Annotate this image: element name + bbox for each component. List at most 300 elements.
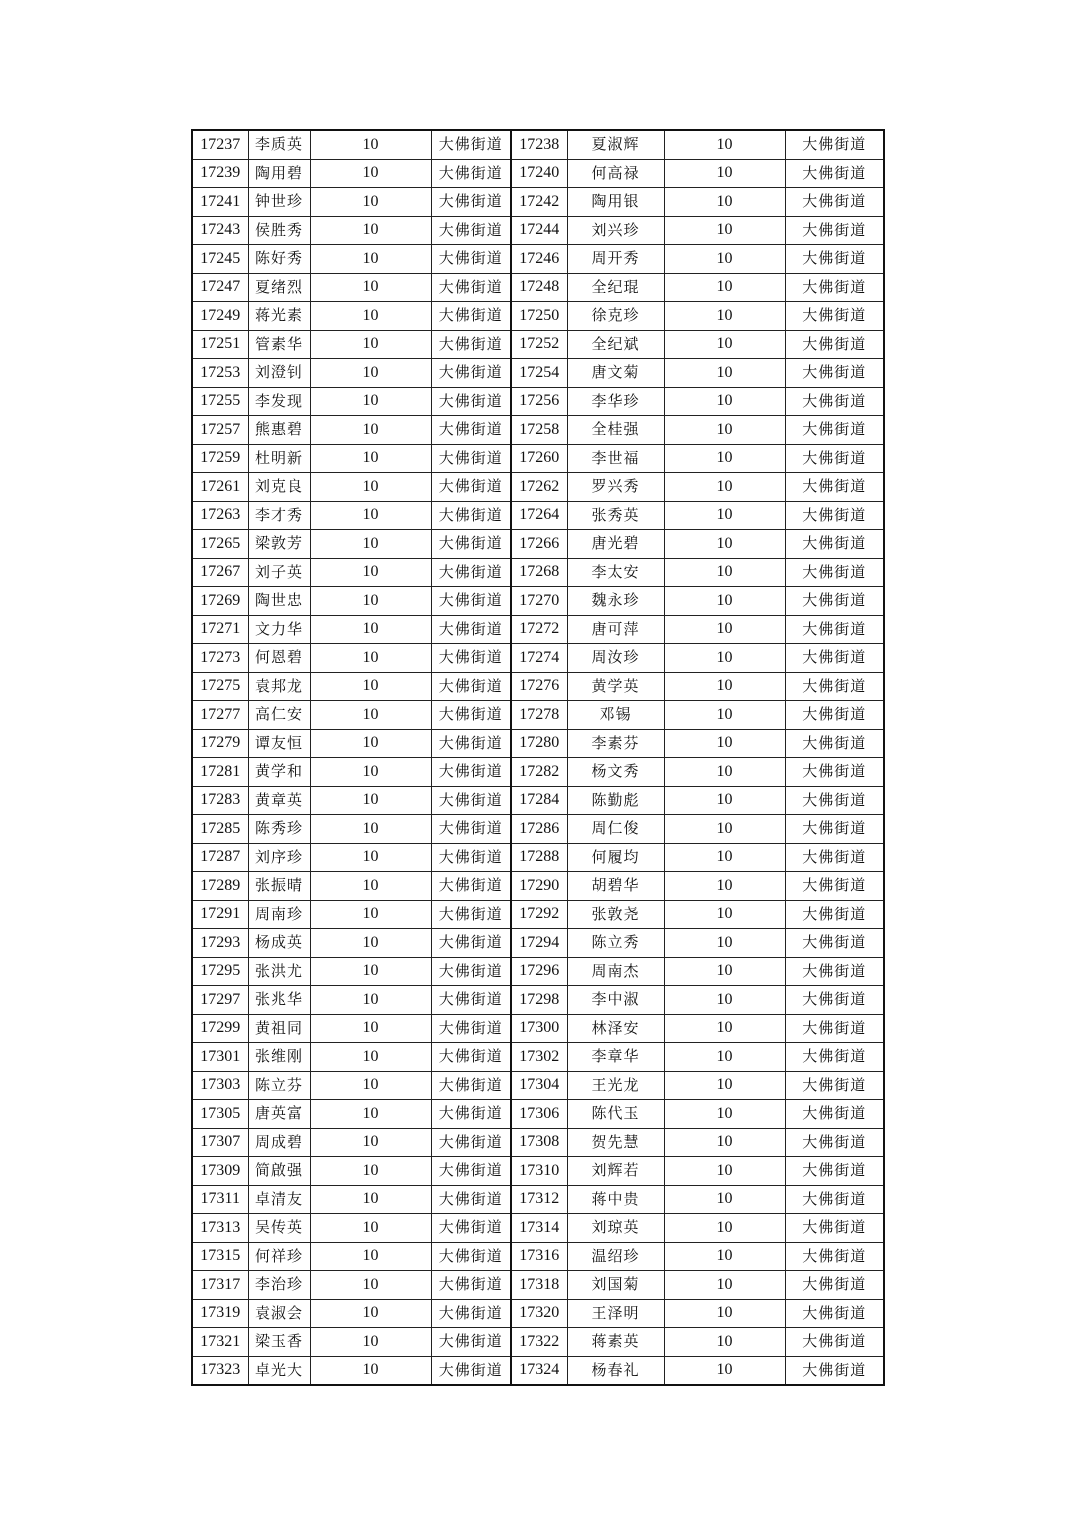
person-name-cell: 侯胜秀 (248, 216, 310, 245)
person-name-cell: 黄学英 (567, 672, 664, 701)
person-name-cell: 贺先慧 (567, 1128, 664, 1157)
street-name-cell: 大佛街道 (431, 1185, 511, 1214)
amount-cell: 10 (664, 815, 785, 844)
table-row (192, 245, 884, 274)
record-number-cell: 17296 (511, 957, 567, 986)
street-name-cell: 大佛街道 (431, 1356, 511, 1385)
amount-cell: 10 (310, 245, 431, 274)
person-name-cell: 张振晴 (248, 872, 310, 901)
street-name-cell: 大佛街道 (785, 1299, 884, 1328)
person-name-cell: 周汝珍 (567, 644, 664, 673)
person-name-cell: 周南杰 (567, 957, 664, 986)
amount-cell: 10 (664, 701, 785, 730)
person-name-cell: 温绍珍 (567, 1242, 664, 1271)
table-row (192, 216, 884, 245)
person-name-cell: 罗兴秀 (567, 473, 664, 502)
amount-cell: 10 (664, 359, 785, 388)
street-name-cell: 大佛街道 (431, 130, 511, 159)
street-name-cell: 大佛街道 (431, 758, 511, 787)
amount-cell: 10 (310, 758, 431, 787)
person-name-cell: 蒋中贵 (567, 1185, 664, 1214)
street-name-cell: 大佛街道 (431, 302, 511, 331)
amount-cell: 10 (664, 729, 785, 758)
record-number-cell: 17321 (192, 1328, 248, 1357)
record-number-cell: 17249 (192, 302, 248, 331)
amount-cell: 10 (664, 330, 785, 359)
record-number-cell: 17310 (511, 1157, 567, 1186)
person-name-cell: 全桂强 (567, 416, 664, 445)
record-number-cell: 17245 (192, 245, 248, 274)
amount-cell: 10 (664, 302, 785, 331)
person-name-cell: 吴传英 (248, 1214, 310, 1243)
street-name-cell: 大佛街道 (431, 1242, 511, 1271)
person-name-cell: 陈立芬 (248, 1071, 310, 1100)
street-name-cell: 大佛街道 (785, 159, 884, 188)
amount-cell: 10 (664, 473, 785, 502)
record-number-cell: 17256 (511, 387, 567, 416)
amount-cell: 10 (664, 558, 785, 587)
amount-cell: 10 (664, 587, 785, 616)
amount-cell: 10 (664, 245, 785, 274)
person-name-cell: 林泽安 (567, 1014, 664, 1043)
amount-cell: 10 (664, 672, 785, 701)
person-name-cell: 黄学和 (248, 758, 310, 787)
record-number-cell: 17273 (192, 644, 248, 673)
record-number-cell: 17284 (511, 786, 567, 815)
amount-cell: 10 (664, 1214, 785, 1243)
record-number-cell: 17295 (192, 957, 248, 986)
record-number-cell: 17257 (192, 416, 248, 445)
table-row (192, 273, 884, 302)
street-name-cell: 大佛街道 (785, 216, 884, 245)
street-name-cell: 大佛街道 (785, 1356, 884, 1385)
person-name-cell: 梁玉香 (248, 1328, 310, 1357)
record-number-cell: 17312 (511, 1185, 567, 1214)
street-name-cell: 大佛街道 (785, 359, 884, 388)
record-number-cell: 17258 (511, 416, 567, 445)
record-number-cell: 17275 (192, 672, 248, 701)
amount-cell: 10 (310, 843, 431, 872)
record-number-cell: 17265 (192, 530, 248, 559)
amount-cell: 10 (664, 1185, 785, 1214)
person-name-cell: 陈代玉 (567, 1100, 664, 1129)
person-name-cell: 刘序珍 (248, 843, 310, 872)
street-name-cell: 大佛街道 (431, 1299, 511, 1328)
person-name-cell: 高仁安 (248, 701, 310, 730)
amount-cell: 10 (310, 501, 431, 530)
street-name-cell: 大佛街道 (785, 387, 884, 416)
record-number-cell: 17244 (511, 216, 567, 245)
person-name-cell: 王光龙 (567, 1071, 664, 1100)
street-name-cell: 大佛街道 (431, 815, 511, 844)
amount-cell: 10 (664, 872, 785, 901)
person-name-cell: 熊惠碧 (248, 416, 310, 445)
record-number-cell: 17283 (192, 786, 248, 815)
street-name-cell: 大佛街道 (431, 729, 511, 758)
person-name-cell: 刘兴珍 (567, 216, 664, 245)
record-number-cell: 17322 (511, 1328, 567, 1357)
record-number-cell: 17320 (511, 1299, 567, 1328)
record-number-cell: 17247 (192, 273, 248, 302)
street-name-cell: 大佛街道 (785, 1071, 884, 1100)
person-name-cell: 何恩碧 (248, 644, 310, 673)
amount-cell: 10 (310, 957, 431, 986)
table-row (192, 644, 884, 673)
record-number-cell: 17313 (192, 1214, 248, 1243)
person-name-cell: 李质英 (248, 130, 310, 159)
street-name-cell: 大佛街道 (431, 1157, 511, 1186)
street-name-cell: 大佛街道 (785, 986, 884, 1015)
record-number-cell: 17293 (192, 929, 248, 958)
street-name-cell: 大佛街道 (431, 929, 511, 958)
street-name-cell: 大佛街道 (431, 359, 511, 388)
street-name-cell: 大佛街道 (431, 1271, 511, 1300)
record-number-cell: 17243 (192, 216, 248, 245)
record-number-cell: 17250 (511, 302, 567, 331)
record-number-cell: 17289 (192, 872, 248, 901)
amount-cell: 10 (310, 1043, 431, 1072)
table-row (192, 1157, 884, 1186)
record-number-cell: 17318 (511, 1271, 567, 1300)
amount-cell: 10 (664, 786, 785, 815)
record-number-cell: 17288 (511, 843, 567, 872)
amount-cell: 10 (664, 1014, 785, 1043)
street-name-cell: 大佛街道 (431, 786, 511, 815)
record-number-cell: 17319 (192, 1299, 248, 1328)
table-row (192, 387, 884, 416)
table-row (192, 1071, 884, 1100)
record-number-cell: 17291 (192, 900, 248, 929)
person-name-cell: 杨成英 (248, 929, 310, 958)
record-number-cell: 17297 (192, 986, 248, 1015)
person-name-cell: 张洪尤 (248, 957, 310, 986)
street-name-cell: 大佛街道 (785, 1157, 884, 1186)
amount-cell: 10 (310, 815, 431, 844)
street-name-cell: 大佛街道 (431, 188, 511, 217)
person-name-cell: 陈秀珍 (248, 815, 310, 844)
table-row (192, 1185, 884, 1214)
person-name-cell: 李才秀 (248, 501, 310, 530)
street-name-cell: 大佛街道 (785, 302, 884, 331)
amount-cell: 10 (310, 1271, 431, 1300)
record-number-cell: 17262 (511, 473, 567, 502)
table-row (192, 302, 884, 331)
amount-cell: 10 (664, 216, 785, 245)
record-number-cell: 17253 (192, 359, 248, 388)
record-number-cell: 17316 (511, 1242, 567, 1271)
amount-cell: 10 (310, 672, 431, 701)
street-name-cell: 大佛街道 (431, 672, 511, 701)
street-name-cell: 大佛街道 (431, 330, 511, 359)
amount-cell: 10 (310, 359, 431, 388)
street-name-cell: 大佛街道 (785, 1185, 884, 1214)
amount-cell: 10 (664, 843, 785, 872)
person-name-cell: 黄祖同 (248, 1014, 310, 1043)
table-row (192, 444, 884, 473)
person-name-cell: 张兆华 (248, 986, 310, 1015)
table-row (192, 1271, 884, 1300)
record-number-cell: 17267 (192, 558, 248, 587)
person-name-cell: 何高禄 (567, 159, 664, 188)
amount-cell: 10 (310, 1214, 431, 1243)
person-name-cell: 李华珍 (567, 387, 664, 416)
record-number-cell: 17264 (511, 501, 567, 530)
street-name-cell: 大佛街道 (785, 1242, 884, 1271)
table-row (192, 1014, 884, 1043)
amount-cell: 10 (664, 644, 785, 673)
person-name-cell: 胡碧华 (567, 872, 664, 901)
amount-cell: 10 (310, 216, 431, 245)
street-name-cell: 大佛街道 (431, 558, 511, 587)
street-name-cell: 大佛街道 (785, 273, 884, 302)
amount-cell: 10 (310, 1242, 431, 1271)
record-number-cell: 17314 (511, 1214, 567, 1243)
street-name-cell: 大佛街道 (785, 587, 884, 616)
record-number-cell: 17272 (511, 615, 567, 644)
record-number-cell: 17308 (511, 1128, 567, 1157)
amount-cell: 10 (310, 1299, 431, 1328)
table-row (192, 359, 884, 388)
street-name-cell: 大佛街道 (785, 530, 884, 559)
street-name-cell: 大佛街道 (431, 1328, 511, 1357)
street-name-cell: 大佛街道 (785, 1100, 884, 1129)
record-number-cell: 17323 (192, 1356, 248, 1385)
person-name-cell: 简啟强 (248, 1157, 310, 1186)
street-name-cell: 大佛街道 (431, 416, 511, 445)
person-name-cell: 陈立秀 (567, 929, 664, 958)
amount-cell: 10 (664, 130, 785, 159)
record-number-cell: 17315 (192, 1242, 248, 1271)
record-number-cell: 17302 (511, 1043, 567, 1072)
street-name-cell: 大佛街道 (785, 1043, 884, 1072)
street-name-cell: 大佛街道 (431, 644, 511, 673)
person-name-cell: 王泽明 (567, 1299, 664, 1328)
record-number-cell: 17281 (192, 758, 248, 787)
amount-cell: 10 (310, 444, 431, 473)
amount-cell: 10 (310, 273, 431, 302)
record-number-cell: 17300 (511, 1014, 567, 1043)
street-name-cell: 大佛街道 (785, 872, 884, 901)
person-name-cell: 李章华 (567, 1043, 664, 1072)
person-name-cell: 邓锡 (567, 701, 664, 730)
amount-cell: 10 (664, 758, 785, 787)
amount-cell: 10 (664, 273, 785, 302)
person-name-cell: 管素华 (248, 330, 310, 359)
table-row (192, 530, 884, 559)
table-row (192, 1043, 884, 1072)
record-number-cell: 17260 (511, 444, 567, 473)
record-number-cell: 17246 (511, 245, 567, 274)
street-name-cell: 大佛街道 (785, 1271, 884, 1300)
person-name-cell: 李中淑 (567, 986, 664, 1015)
amount-cell: 10 (310, 1328, 431, 1357)
amount-cell: 10 (310, 1014, 431, 1043)
person-name-cell: 梁敦芳 (248, 530, 310, 559)
person-name-cell: 杜明新 (248, 444, 310, 473)
person-name-cell: 周开秀 (567, 245, 664, 274)
record-number-cell: 17240 (511, 159, 567, 188)
street-name-cell: 大佛街道 (785, 1014, 884, 1043)
person-name-cell: 刘澄钊 (248, 359, 310, 388)
street-name-cell: 大佛街道 (431, 1214, 511, 1243)
street-name-cell: 大佛街道 (431, 387, 511, 416)
table-row (192, 701, 884, 730)
person-name-cell: 蒋光素 (248, 302, 310, 331)
table-row (192, 843, 884, 872)
person-name-cell: 全纪斌 (567, 330, 664, 359)
record-number-cell: 17248 (511, 273, 567, 302)
amount-cell: 10 (310, 701, 431, 730)
person-name-cell: 唐光碧 (567, 530, 664, 559)
record-number-cell: 17301 (192, 1043, 248, 1072)
record-number-cell: 17303 (192, 1071, 248, 1100)
record-number-cell: 17239 (192, 159, 248, 188)
amount-cell: 10 (310, 530, 431, 559)
amount-cell: 10 (310, 615, 431, 644)
table-row (192, 159, 884, 188)
table-row (192, 872, 884, 901)
person-name-cell: 刘子英 (248, 558, 310, 587)
street-name-cell: 大佛街道 (785, 1214, 884, 1243)
table-row (192, 1100, 884, 1129)
street-name-cell: 大佛街道 (785, 130, 884, 159)
record-number-cell: 17309 (192, 1157, 248, 1186)
street-name-cell: 大佛街道 (785, 416, 884, 445)
record-number-cell: 17268 (511, 558, 567, 587)
amount-cell: 10 (664, 986, 785, 1015)
street-name-cell: 大佛街道 (431, 1128, 511, 1157)
person-name-cell: 文力华 (248, 615, 310, 644)
person-name-cell: 何履均 (567, 843, 664, 872)
record-number-cell: 17276 (511, 672, 567, 701)
record-number-cell: 17304 (511, 1071, 567, 1100)
record-number-cell: 17311 (192, 1185, 248, 1214)
person-name-cell: 李素芬 (567, 729, 664, 758)
person-name-cell: 陈好秀 (248, 245, 310, 274)
record-number-cell: 17237 (192, 130, 248, 159)
record-number-cell: 17298 (511, 986, 567, 1015)
amount-cell: 10 (664, 1271, 785, 1300)
person-name-cell: 周南珍 (248, 900, 310, 929)
table-row (192, 1242, 884, 1271)
street-name-cell: 大佛街道 (785, 900, 884, 929)
amount-cell: 10 (310, 900, 431, 929)
record-number-cell: 17241 (192, 188, 248, 217)
amount-cell: 10 (310, 1157, 431, 1186)
person-name-cell: 夏淑辉 (567, 130, 664, 159)
table-row (192, 416, 884, 445)
person-name-cell: 全纪琨 (567, 273, 664, 302)
amount-cell: 10 (310, 130, 431, 159)
street-name-cell: 大佛街道 (785, 615, 884, 644)
person-name-cell: 陈勤彪 (567, 786, 664, 815)
amount-cell: 10 (310, 644, 431, 673)
amount-cell: 10 (310, 1128, 431, 1157)
person-name-cell: 唐可萍 (567, 615, 664, 644)
table-row (192, 1128, 884, 1157)
street-name-cell: 大佛街道 (785, 188, 884, 217)
record-number-cell: 17252 (511, 330, 567, 359)
record-number-cell: 17270 (511, 587, 567, 616)
amount-cell: 10 (664, 530, 785, 559)
person-name-cell: 刘国菊 (567, 1271, 664, 1300)
street-name-cell: 大佛街道 (431, 159, 511, 188)
street-name-cell: 大佛街道 (431, 473, 511, 502)
street-name-cell: 大佛街道 (785, 843, 884, 872)
street-name-cell: 大佛街道 (785, 957, 884, 986)
person-name-cell: 夏绪烈 (248, 273, 310, 302)
street-name-cell: 大佛街道 (431, 900, 511, 929)
person-name-cell: 李治珍 (248, 1271, 310, 1300)
record-number-cell: 17294 (511, 929, 567, 958)
record-number-cell: 17271 (192, 615, 248, 644)
amount-cell: 10 (664, 957, 785, 986)
amount-cell: 10 (664, 1100, 785, 1129)
person-name-cell: 杨春礼 (567, 1356, 664, 1385)
street-name-cell: 大佛街道 (431, 444, 511, 473)
record-number-cell: 17261 (192, 473, 248, 502)
amount-cell: 10 (664, 1299, 785, 1328)
street-name-cell: 大佛街道 (431, 701, 511, 730)
record-number-cell: 17317 (192, 1271, 248, 1300)
amount-cell: 10 (664, 1157, 785, 1186)
street-name-cell: 大佛街道 (785, 558, 884, 587)
table-row (192, 729, 884, 758)
record-number-cell: 17278 (511, 701, 567, 730)
record-number-cell: 17251 (192, 330, 248, 359)
person-name-cell: 何祥珍 (248, 1242, 310, 1271)
table-row (192, 672, 884, 701)
street-name-cell: 大佛街道 (785, 672, 884, 701)
amount-cell: 10 (310, 188, 431, 217)
street-name-cell: 大佛街道 (785, 245, 884, 274)
person-name-cell: 刘辉若 (567, 1157, 664, 1186)
person-name-cell: 张维刚 (248, 1043, 310, 1072)
person-name-cell: 卓清友 (248, 1185, 310, 1214)
record-number-cell: 17269 (192, 587, 248, 616)
person-name-cell: 陶用银 (567, 188, 664, 217)
amount-cell: 10 (664, 387, 785, 416)
person-name-cell: 唐英富 (248, 1100, 310, 1129)
table-row (192, 130, 884, 159)
street-name-cell: 大佛街道 (431, 615, 511, 644)
street-name-cell: 大佛街道 (431, 1014, 511, 1043)
amount-cell: 10 (310, 1185, 431, 1214)
table-row (192, 986, 884, 1015)
amount-cell: 10 (664, 1128, 785, 1157)
table-row (192, 929, 884, 958)
street-name-cell: 大佛街道 (431, 957, 511, 986)
table-row (192, 1328, 884, 1357)
record-number-cell: 17277 (192, 701, 248, 730)
record-number-cell: 17279 (192, 729, 248, 758)
amount-cell: 10 (664, 1071, 785, 1100)
amount-cell: 10 (310, 786, 431, 815)
amount-cell: 10 (310, 587, 431, 616)
record-number-cell: 17255 (192, 387, 248, 416)
person-name-cell: 李发现 (248, 387, 310, 416)
table-row (192, 501, 884, 530)
street-name-cell: 大佛街道 (431, 216, 511, 245)
amount-cell: 10 (664, 929, 785, 958)
person-name-cell: 谭友恒 (248, 729, 310, 758)
record-number-cell: 17238 (511, 130, 567, 159)
street-name-cell: 大佛街道 (785, 473, 884, 502)
amount-cell: 10 (664, 900, 785, 929)
record-number-cell: 17242 (511, 188, 567, 217)
record-number-cell: 17254 (511, 359, 567, 388)
street-name-cell: 大佛街道 (431, 245, 511, 274)
